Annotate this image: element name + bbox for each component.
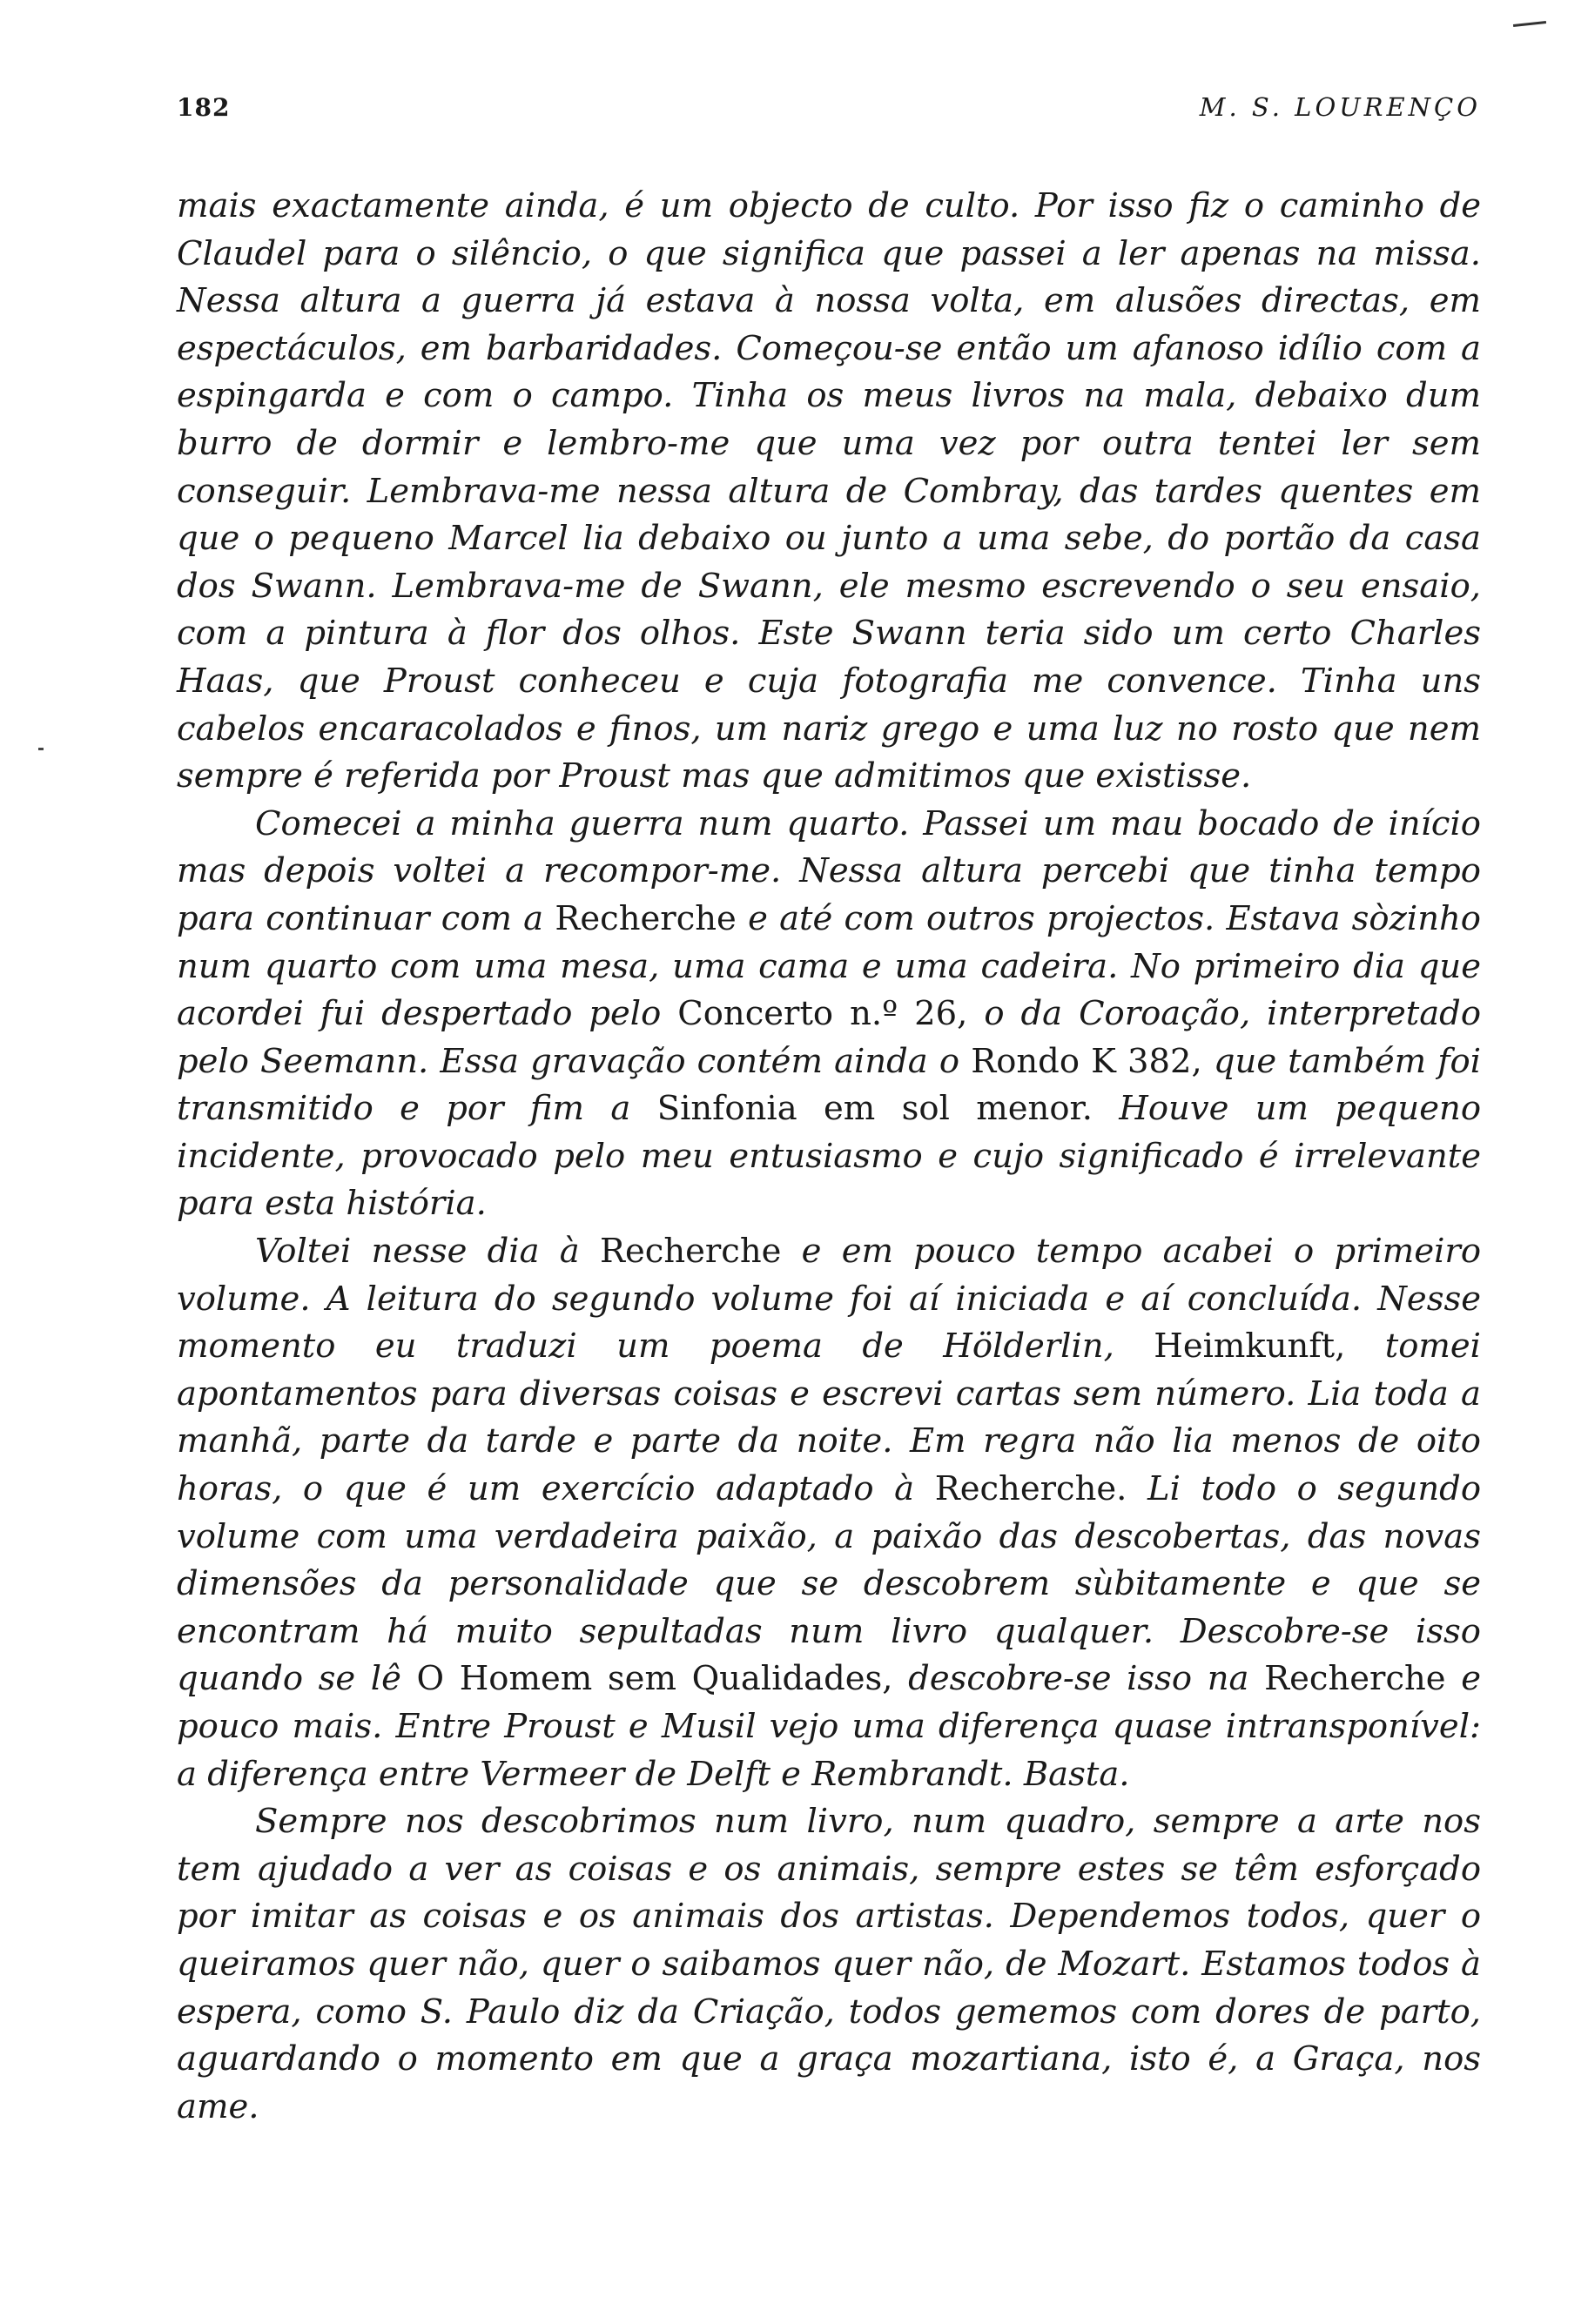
body-text (177, 183, 1481, 2131)
paragraph (177, 1798, 1481, 2131)
text-run: que também foi transmitido e por fim a (177, 1041, 1482, 1129)
title-reference: Heimkunft, (1154, 1327, 1346, 1367)
title-reference: Rondo K 382, (971, 1041, 1202, 1081)
title-reference: O Homem sem Qualidades, (416, 1659, 893, 1699)
text-run: Houve um pequeno incidente, provocado pelo meu entusiasmo e cujo significado é irrelevante para esta história. (177, 1089, 1481, 1224)
title-reference: Recherche (555, 898, 737, 938)
paragraph (177, 801, 1481, 1228)
text-run: Voltei nesse dia à (255, 1232, 600, 1272)
text-run: descobre-se isso na (892, 1659, 1265, 1699)
title-reference: Recherche (1264, 1659, 1446, 1699)
text-run: e em pouco tempo acabei o primeiro volume. A leitura do segundo volume foi aí iniciada e aí concluída. Nesse momento eu traduzi um poema de Hölderlin, (177, 1232, 1481, 1367)
margin-mark (38, 748, 44, 750)
text-run: o da Coroação, interpretado pelo Seemann. Essa gravação contém ainda o (177, 994, 1482, 1081)
text-run: e até com outros projectos. Estava sòzinho num quarto com uma mesa, uma cama e uma cadeira. No primeiro dia que acordei fui despertado pelo (177, 898, 1481, 1034)
text-run: mais exactamente ainda, é um objecto de culto. Por isso fiz o caminho de Claudel para o silêncio, o que significa que passei a ler apenas na missa. Nessa altura a guerra já estava à nossa volta, em alusões directas, em espectáculos, em barbaridades. Começou-se então um afanoso idílio com a espingarda e com o campo. Tinha os meus livros na mala, debaixo dum burro de dormir e lembro-me que uma vez por outra tentei ler sem conseguir. Lembrava-me nessa altura de Combray, das tardes quentes em que o pequeno Marcel lia debaixo ou junto a uma sebe, do portão da casa dos Swann. Lembrava-me de Swann, ele mesmo escrevendo o seu ensaio, com a pintura à flor dos olhos. Este Swann teria sido um certo Charles Haas, que Proust conheceu e cuja fotografia me convence. Tinha uns cabelos encaracolados e finos, um nariz grego e uma luz no rosto que nem sempre é referida por Proust mas que admitimos que existisse. (177, 186, 1481, 796)
title-reference: Sinfonia em sol menor. (656, 1089, 1093, 1129)
paragraph (177, 183, 1481, 801)
running-header (177, 92, 1481, 131)
title-reference: Recherche. (934, 1469, 1127, 1509)
text-run: Sempre nos descobrimos num livro, num quadro, sempre a arte nos tem ajudado a ver as coisas e os animais, sempre estes se têm esforçado por imitar as coisas e os animais dos artistas. Dependemos todos, quer o queiramos quer não, quer o saibamos quer não, de Mozart. Estamos todos à espera, como S. Paulo diz da Criação, todos gememos com dores de parto, aguardando o momento em que a graça mozartiana, isto é, a Graça, nos ame. (177, 1802, 1481, 2126)
title-reference: Recherche (599, 1232, 782, 1272)
page-number: 182 (177, 93, 231, 122)
text-run: e pouco mais. Entre Proust e Musil vejo uma diferença quase intransponível: a diferença entre Vermeer de Delft e Rembrandt. Basta. (177, 1659, 1482, 1794)
text-run: Li todo o segundo volume com uma verdadeira paixão, a paixão das descobertas, das novas dimensões da personalidade que se descobrem sùbitamente e que se encontram há muito sepultadas num livro qualquer. Descobre-se isso quando se lê (177, 1469, 1481, 1699)
scan-mark (1513, 21, 1546, 27)
paragraph (177, 1228, 1481, 1798)
text-run: Comecei a minha guerra num quarto. Passei um mau bocado de início mas depois voltei a recompor-me. Nessa altura percebi que tinha tempo para continuar com a (177, 803, 1481, 938)
title-reference: Concerto n.º 26, (677, 994, 968, 1034)
running-author: M. S. LOURENÇO (1199, 92, 1481, 122)
text-run: tomei apontamentos para diversas coisas e escrevi cartas sem número. Lia toda a manhã, parte da tarde e parte da noite. Em regra não lia menos de oito horas, o que é um exercício adaptado à (177, 1327, 1481, 1509)
